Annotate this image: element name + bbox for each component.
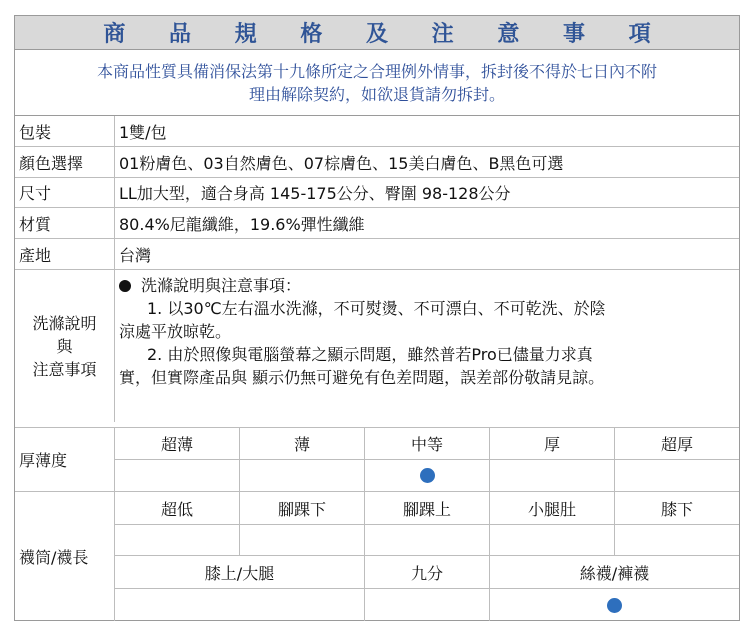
washing-item-2a: 2. 由於照像與電腦螢幕之顯示問題，雖然普若Pro已儘量力求真 (147, 345, 593, 364)
length-marker-cell (365, 589, 490, 621)
length-marker-cell (365, 525, 490, 556)
spec-label: 材質 (15, 208, 115, 238)
spec-label: 包裝 (15, 116, 115, 146)
length-option: 超低 (115, 492, 240, 525)
length-option: 絲襪/褲襪 (490, 556, 739, 589)
thickness-marker-cell (240, 460, 365, 492)
thickness-marker-cell (615, 460, 739, 492)
spec-sheet (14, 15, 740, 621)
spec-label: 尺寸 (15, 178, 115, 207)
washing-label (15, 270, 115, 422)
washing-label-line: 洗滌說明 (32, 313, 97, 333)
length-marker-cell (240, 525, 365, 556)
length-option: 膝上/大腿 (115, 556, 365, 589)
bullet-icon (119, 280, 131, 292)
options-grid (15, 428, 739, 621)
thickness-marker-cell (365, 460, 490, 492)
length-marker-cell (115, 525, 240, 556)
return-notice (15, 50, 739, 116)
washing-item-1a: 1. 以30℃左右溫水洗滌，不可熨燙、不可漂白、不可乾洗、於陰 (147, 299, 606, 318)
length-option: 九分 (365, 556, 490, 589)
length-option: 小腿肚 (490, 492, 615, 525)
length-option: 膝下 (615, 492, 739, 525)
selected-dot-icon (607, 598, 622, 613)
spec-row-material (15, 208, 739, 239)
thickness-marker-cell (115, 460, 240, 492)
spec-value: 1雙/包 (119, 122, 167, 142)
title-bar (15, 16, 739, 50)
spec-row-size (15, 178, 739, 208)
thickness-option: 超薄 (115, 428, 240, 460)
spec-value: LL加大型，適合身高 145-175公分、臀圍 98-128公分 (119, 184, 511, 203)
spec-row-origin (15, 239, 739, 270)
length-marker-cell (490, 589, 739, 621)
washing-heading-line (119, 274, 731, 297)
length-option: 腳踝下 (240, 492, 365, 525)
spec-row-packaging (15, 116, 739, 147)
spec-label: 顏色選擇 (15, 147, 115, 177)
length-label: 襪筒/襪長 (15, 492, 115, 621)
spec-value: 台灣 (119, 245, 152, 265)
spec-value: 01粉膚色、03自然膚色、07棕膚色、15美白膚色、B黑色可選 (119, 153, 564, 173)
notice-line-2: 理由解除契約，如欲退貨請勿拆封。 (248, 84, 505, 104)
length-option: 腳踝上 (365, 492, 490, 525)
thickness-option: 厚 (490, 428, 615, 460)
thickness-marker-cell (490, 460, 615, 492)
selected-dot-icon (420, 468, 435, 483)
thickness-option: 超厚 (615, 428, 739, 460)
washing-item-2b: 實，但實際產品與 顯示仍無可避免有色差問題，誤差部份敬請見諒。 (119, 368, 605, 387)
length-marker-cell (615, 525, 739, 556)
spec-label: 產地 (15, 239, 115, 269)
spec-row-colors (15, 147, 739, 178)
thickness-label: 厚薄度 (15, 428, 115, 492)
length-marker-cell (490, 525, 615, 556)
thickness-option: 薄 (240, 428, 365, 460)
spec-value: 80.4%尼龍纖維，19.6%彈性纖維 (119, 214, 365, 234)
notice-line-1: 本商品性質具備消保法第十九條所定之合理例外情事，拆封後不得於七日內不附 (96, 61, 657, 81)
thickness-option: 中等 (365, 428, 490, 460)
washing-label-line: 注意事項 (32, 359, 97, 379)
length-marker-cell (115, 589, 365, 621)
washing-item-1b: 涼處平放晾乾。 (119, 322, 232, 341)
washing-instructions (119, 274, 731, 389)
washing-label-line: 與 (56, 336, 73, 356)
return-notice-text (27, 60, 727, 106)
page-title: 商 品 規 格 及 注 意 事 項 (103, 22, 669, 47)
washing-heading: 洗滌說明與注意事項： (141, 276, 302, 295)
